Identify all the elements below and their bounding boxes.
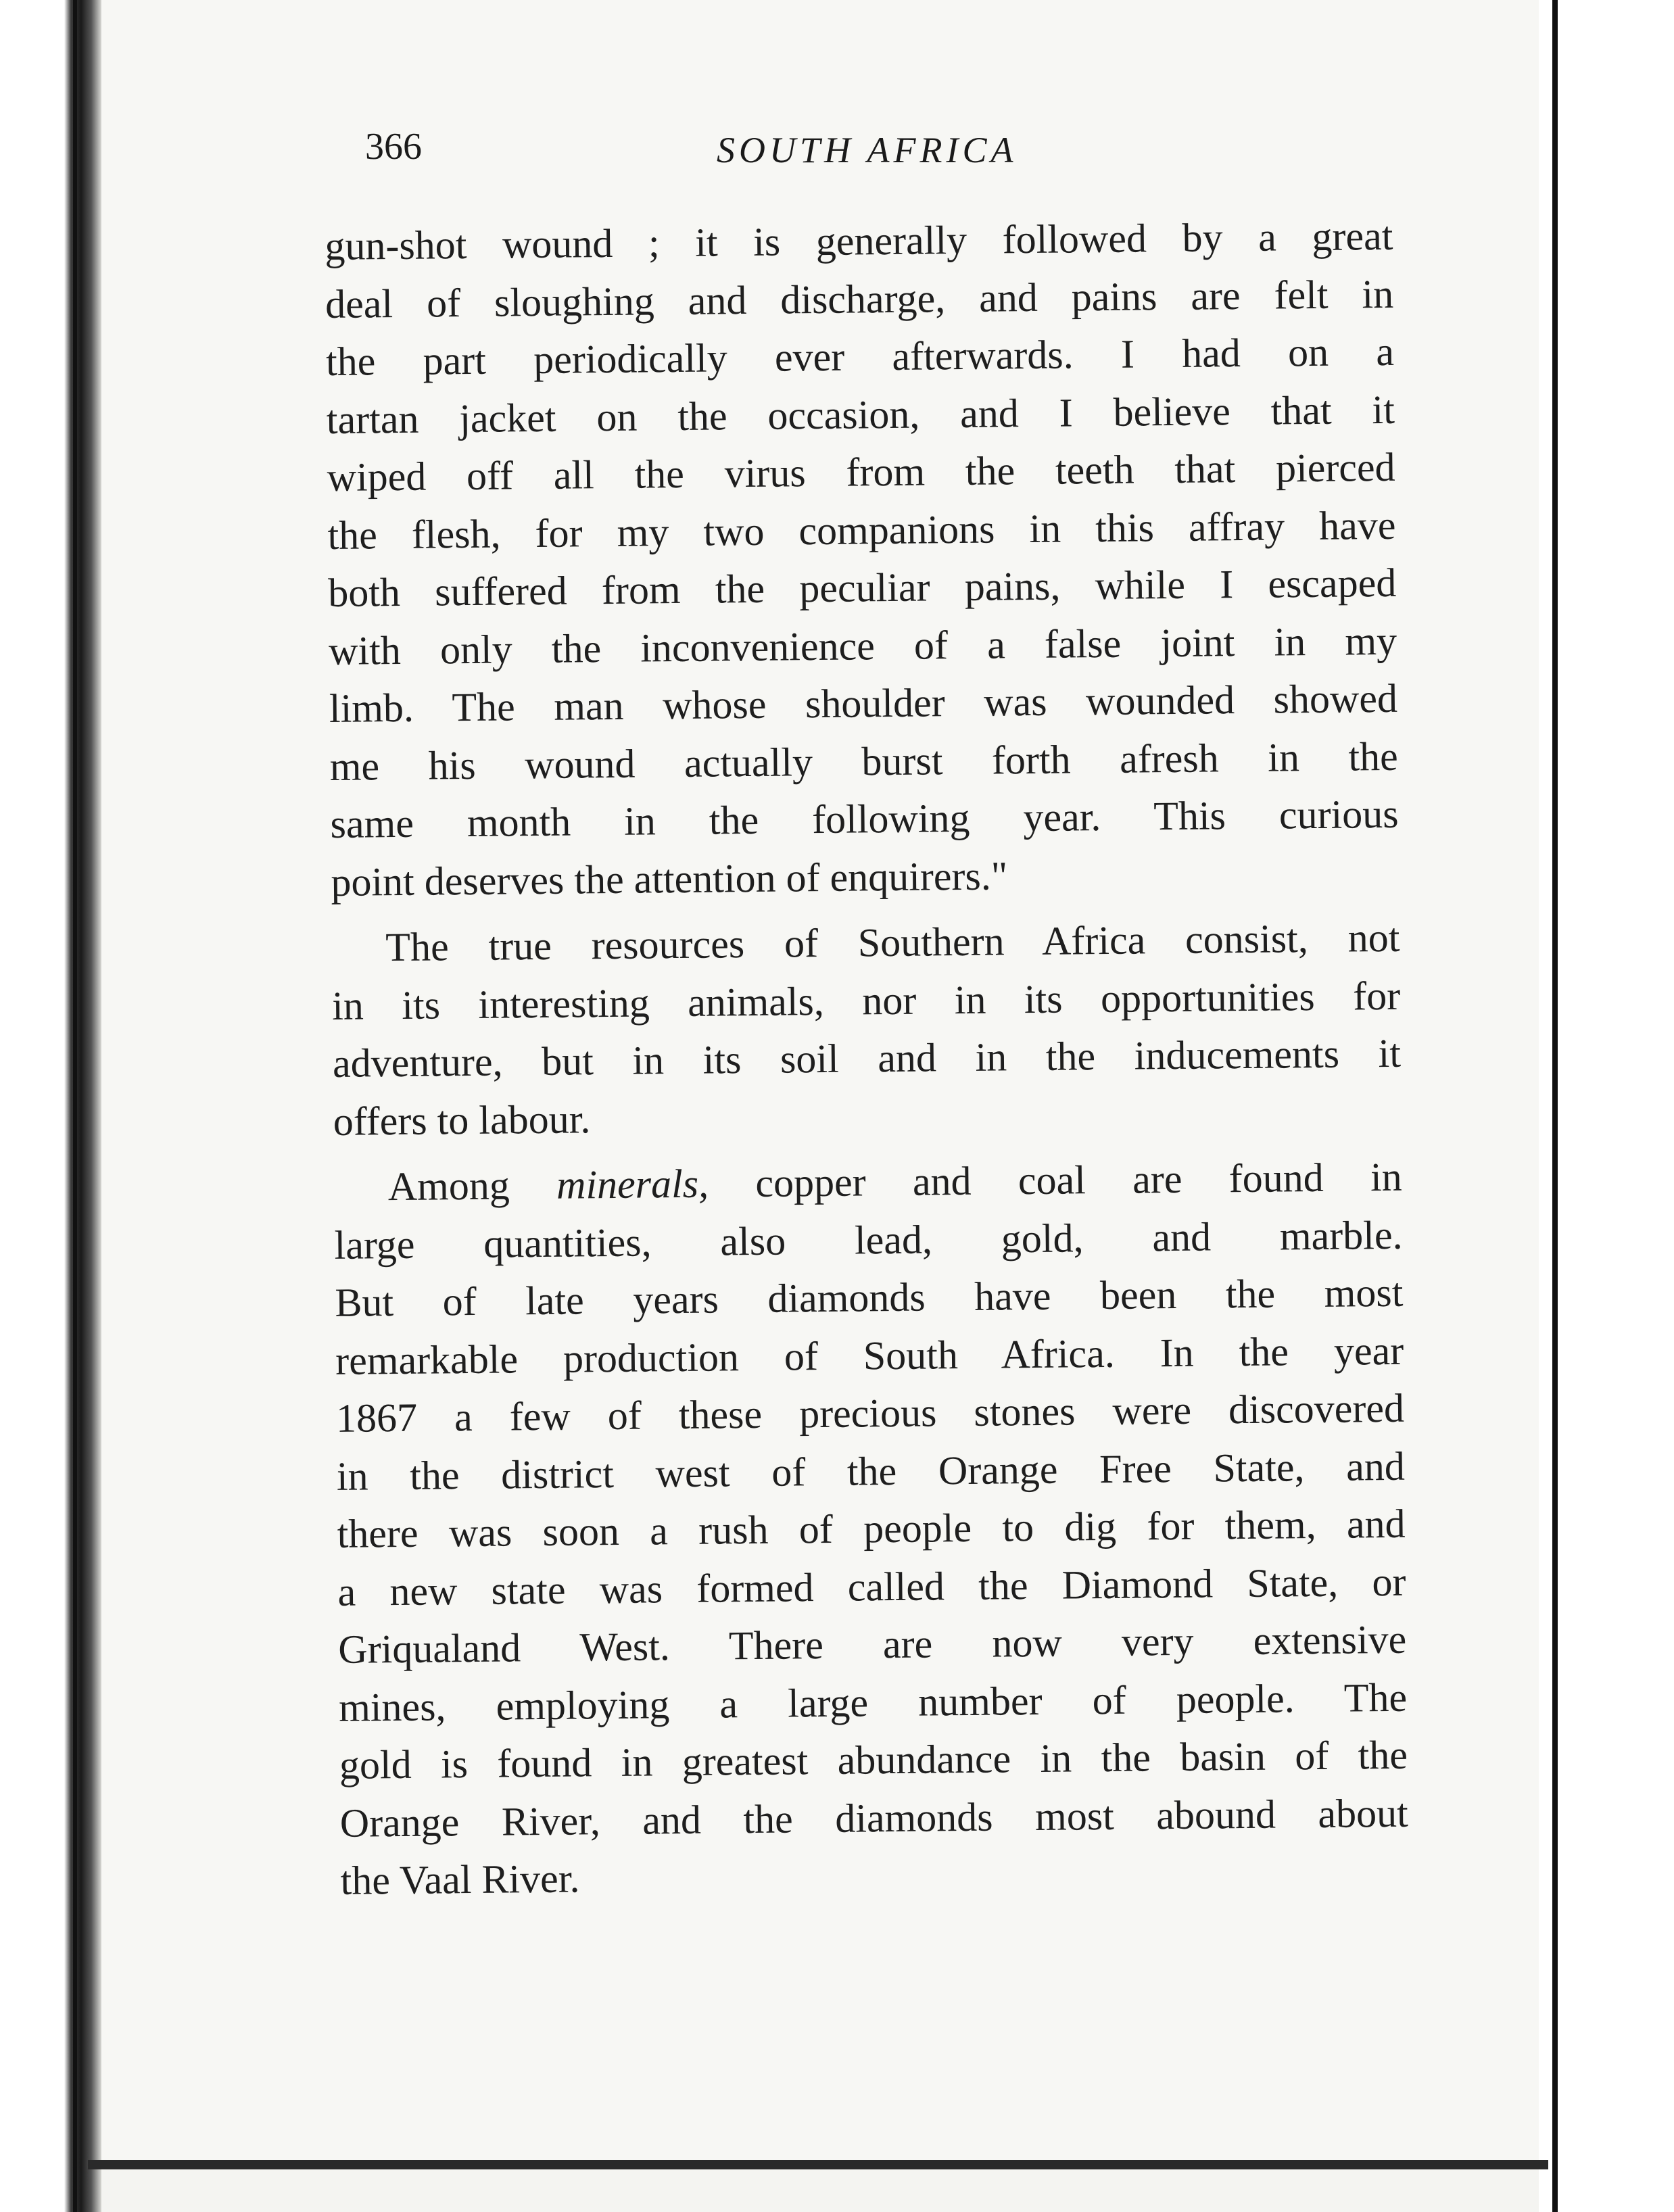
text-line: the part periodically ever afterwards. I had on a [325, 329, 1395, 384]
text-line: in the district west of the Orange Free State, and [336, 1443, 1406, 1499]
text-line: gold is found in greatest abundance in the basin of the [339, 1732, 1408, 1787]
text-line: same month in the following year. This curious [330, 791, 1399, 846]
text-line: there was soon a rush of people to dig for them, and [337, 1501, 1406, 1556]
text-line: with only the inconvenience of a false joint in my [328, 618, 1397, 673]
text-line-with-italic [333, 1149, 1402, 1217]
body-text [325, 208, 1409, 1910]
text-line: The true resources of Southern Africa consist, not [385, 915, 1400, 970]
text-line: remarkable production of South Africa. In the year [335, 1328, 1404, 1383]
book-binding-edge [0, 0, 101, 2212]
text-line: deal of sloughing and discharge, and pains are felt in [325, 271, 1394, 327]
text-line: limb. The man whose shoulder was wounded showed [329, 675, 1398, 731]
right-page-edge [1539, 0, 1674, 2212]
text-line: the Vaal River. [340, 1856, 580, 1903]
text-line: both suffered from the peculiar pains, while I escaped [328, 560, 1397, 615]
right-edge-line [1552, 0, 1558, 2212]
text-line: wiped off all the virus from the teeth that pierced [327, 444, 1395, 500]
text-line: adventure, but in its soil and in the inducements it [332, 1030, 1402, 1086]
text-line: offers to labour. [333, 1096, 591, 1144]
text-line: mines, employing a large number of people. The [338, 1675, 1408, 1730]
text-line: tartan jacket on the occasion, and I believe that it [326, 387, 1395, 442]
text-segment: Among [387, 1162, 557, 1209]
text-line: But of late years diamonds have been the most [335, 1270, 1404, 1325]
text-line: point deserves the attention of enquirers." [331, 852, 1008, 905]
paragraph-3 [333, 1149, 1409, 1910]
text-line: Orange River, and the diamonds most abound about [339, 1790, 1409, 1846]
text-line: in its interesting animals, nor in its opportunities for [331, 973, 1401, 1028]
text-line: a new state was formed called the Diamond State, or [337, 1559, 1406, 1614]
italic-term: minerals, [556, 1161, 709, 1207]
running-head: SOUTH AFRICA [717, 130, 1018, 170]
binding-stripe [73, 0, 77, 2212]
paragraph-1 [325, 208, 1400, 911]
page-header [365, 125, 1447, 186]
page-number: 366 [365, 126, 422, 168]
text-line: the flesh, for my two companions in this affray have [327, 502, 1396, 558]
text-line: me his wound actually burst forth afresh in the [329, 734, 1399, 789]
text-line: Griqualand West. There are now very extensive [338, 1616, 1407, 1672]
text-segment: copper and coal are found in [708, 1154, 1403, 1206]
paragraph-2 [331, 909, 1402, 1151]
text-line: gun-shot wound ; it is generally followed by a great [325, 213, 1393, 268]
text-line: 1867 a few of these precious stones were discovered [335, 1385, 1405, 1441]
bottom-page-edge [88, 2160, 1548, 2169]
text-line: large quantities, also lead, gold, and marble. [334, 1212, 1403, 1268]
